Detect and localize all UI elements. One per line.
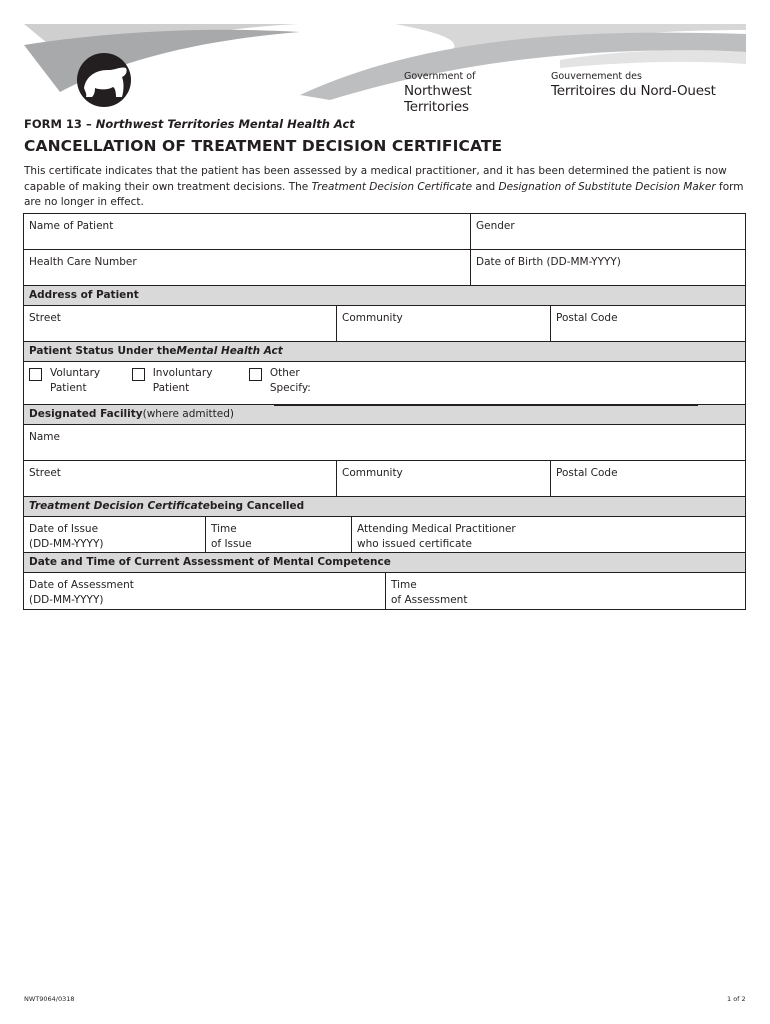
assessment-section-header	[24, 553, 745, 573]
attending-practitioner-field[interactable]	[352, 517, 745, 552]
other-option[interactable]	[249, 366, 720, 399]
form-grid	[23, 213, 746, 610]
gov-fr-small-text: Gouvernement des	[551, 71, 642, 82]
gov-name-french	[551, 71, 721, 99]
involuntary-label-1: Involuntary	[152, 367, 213, 379]
date-of-assessment-label: Date of Assessment	[29, 579, 134, 591]
facility-community-field[interactable]	[337, 461, 551, 496]
intro-cert-name: Treatment Decision Certificate	[311, 180, 473, 193]
facility-name-label: Name	[29, 431, 60, 443]
facility-section-label: Designated Facility	[29, 408, 143, 420]
street-label: Street	[29, 312, 61, 324]
cancelled-section-italic: Treatment Decision Certificate	[29, 500, 210, 512]
assessment-section-label: Date and Time of Current Assessment of Mental Competence	[29, 556, 391, 568]
specify-label: Specify:	[269, 382, 311, 394]
row-name-gender	[24, 214, 745, 250]
time-of-issue-label-2: of Issue	[211, 538, 252, 550]
time-of-assessment-label-1: Time	[391, 579, 417, 591]
other-checkbox[interactable]	[249, 368, 262, 381]
name-of-patient-field[interactable]	[24, 214, 471, 249]
address-section-header	[24, 286, 745, 306]
row-facility-address	[24, 461, 745, 497]
intro-substitute-name: Designation of Substitute Decision Maker	[498, 180, 716, 193]
community-label: Community	[342, 312, 403, 324]
date-of-birth-label: Date of Birth (DD-MM-YYYY)	[476, 256, 621, 268]
intro-paragraph	[24, 164, 744, 211]
date-of-issue-label: Date of Issue	[29, 523, 99, 535]
facility-postal-code-label: Postal Code	[556, 467, 618, 479]
voluntary-option[interactable]	[29, 366, 112, 399]
gov-fr-big-text: Territoires du Nord-Ouest	[551, 83, 716, 99]
facility-community-label: Community	[342, 467, 403, 479]
time-of-issue-label-1: Time	[211, 523, 237, 535]
involuntary-checkbox[interactable]	[132, 368, 145, 381]
community-field[interactable]	[337, 306, 551, 341]
involuntary-label-2: Patient	[152, 382, 190, 394]
intro-text-1: This certificate indicates that the patient has been assessed by a medical practitioner, and it has been determined the patient is now capable of making their own treatment decisions. The	[24, 165, 727, 193]
form-number-label	[24, 117, 355, 131]
practitioner-label-1: Attending Medical Practitioner	[357, 523, 516, 535]
form-act-name: Northwest Territories Mental Health Act	[95, 117, 355, 131]
facility-street-label: Street	[29, 467, 61, 479]
postal-code-field[interactable]	[551, 306, 745, 341]
practitioner-label-2: who issued certificate	[357, 538, 472, 550]
page-number: 1 of 2	[727, 995, 746, 1003]
involuntary-option[interactable]	[132, 366, 229, 399]
street-field[interactable]	[24, 306, 337, 341]
specify-input-line[interactable]	[274, 396, 698, 406]
gov-en-small-text: Government of	[404, 71, 476, 82]
row-address	[24, 306, 745, 342]
intro-and: and	[472, 180, 499, 193]
status-section-act: Mental Health Act	[176, 345, 283, 357]
date-of-birth-field[interactable]	[471, 250, 745, 285]
gender-label: Gender	[476, 220, 515, 232]
date-of-issue-field[interactable]	[24, 517, 206, 552]
date-of-assessment-format: (DD-MM-YYYY)	[29, 594, 104, 606]
date-of-assessment-field[interactable]	[24, 573, 386, 609]
voluntary-label-2: Patient	[50, 382, 87, 394]
gov-en-big-text: Northwest Territories	[404, 83, 472, 115]
form-number-text: FORM 13 –	[24, 117, 92, 131]
time-of-assessment-label-2: of Assessment	[391, 594, 468, 606]
row-facility-name	[24, 425, 745, 461]
form-code: NWT9064/0318	[24, 995, 75, 1003]
facility-name-field[interactable]	[24, 425, 745, 460]
nwt-polar-bear-logo-icon	[77, 53, 131, 107]
voluntary-label-1: Voluntary	[50, 367, 101, 379]
status-section-label: Patient Status Under the	[29, 345, 177, 357]
voluntary-checkbox[interactable]	[29, 368, 42, 381]
row-assessment	[24, 573, 745, 609]
facility-postal-code-field[interactable]	[551, 461, 745, 496]
health-care-number-label: Health Care Number	[29, 256, 137, 268]
date-of-issue-format: (DD-MM-YYYY)	[29, 538, 104, 550]
cancelled-section-label: being Cancelled	[209, 500, 305, 512]
row-status	[24, 362, 745, 405]
intro-text-2: form are no longer in effect.	[24, 180, 744, 208]
gender-field[interactable]	[471, 214, 745, 249]
facility-street-field[interactable]	[24, 461, 337, 496]
row-issue	[24, 517, 745, 553]
postal-code-label: Postal Code	[556, 312, 618, 324]
health-care-number-field[interactable]	[24, 250, 471, 285]
time-of-issue-field[interactable]	[206, 517, 352, 552]
status-options	[24, 362, 745, 404]
row-hcn-dob	[24, 250, 745, 286]
other-label: Other	[269, 367, 300, 379]
gov-name-english	[404, 71, 540, 115]
name-of-patient-label: Name of Patient	[29, 220, 114, 232]
facility-section-note: (where admitted)	[142, 408, 234, 420]
time-of-assessment-field[interactable]	[386, 573, 745, 609]
cancelled-section-header	[24, 497, 745, 517]
status-section-header	[24, 342, 745, 362]
form-title: CANCELLATION OF TREATMENT DECISION CERTIFICATE	[24, 137, 503, 155]
address-section-label: Address of Patient	[29, 289, 139, 301]
